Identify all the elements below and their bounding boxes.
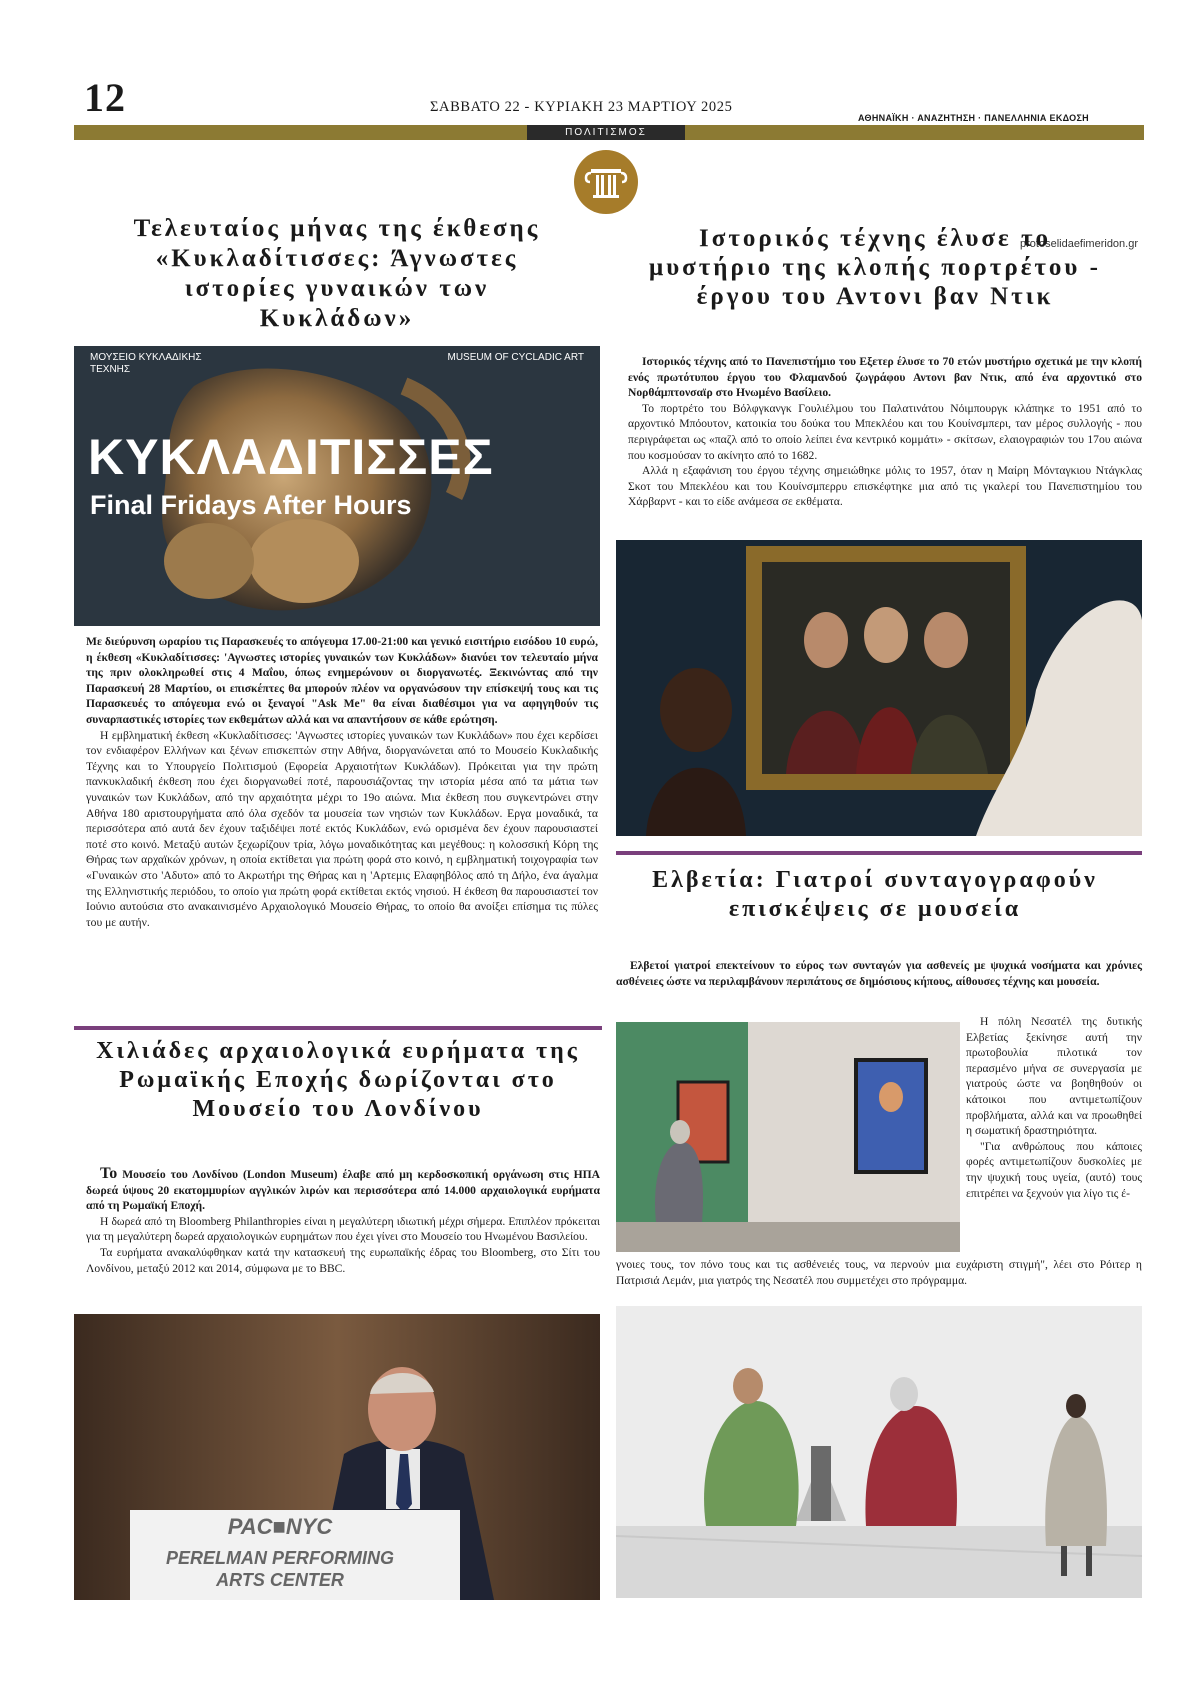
article2-title: Ιστορικός τέχνης έλυσε το μυστήριο της κλοπής πορτρέτου - έργου του Αντονι βαν Ντικ <box>649 225 1101 310</box>
article4-lead: Μουσείο του Λονδίνου (London Museum) έλαβε από μη κερδοσκοπική οργάνωση στις ΗΠΑ δωρεά ύψους 20 εκατομμυρίων αγγλικών λιρών και περισσότερα από 14.000 αρχαιολογικά ευρήματα από τη Ρωμαϊκή Εποχή. <box>86 1168 600 1213</box>
article3-p2b: γνοιες τους, τον πόνο τους και τις ασθένειές τους, να περνούν μια ευχάριστη στιγμή", λέει στο Ρόιτερ η Πατρισιά Λεμάν, μια γιατρός της Νεσατέλ που συμμετέχει στο πρόγραμμα. <box>616 1258 1142 1287</box>
museum-visitor-photo <box>616 1022 960 1252</box>
poster-title: ΚΥΚΛΑΔΙΤΙΣΣΕΣ <box>88 429 494 485</box>
article1-divider <box>74 1026 602 1030</box>
page-number: 12 <box>84 75 126 120</box>
article3-title: Ελβετία: Γιατροί συνταγογραφούν επισκέψεις σε μουσεία <box>652 867 1098 922</box>
column-pillar-icon <box>574 150 638 214</box>
article2-divider <box>616 851 1142 855</box>
article2-lead: Ιστορικός τέχνης από το Πανεπιστήμιο του Εξετερ έλυσε το 70 ετών μυστήριο σχετικά με την κλοπή ενός πρωτότυπου έργου του Φλαμανδού ζωγράφου Αντονι βαν Ντικ, από ένα αρχοντικό στο Νορθάμπτονσαϊρ στο Ηνωμένο Βασίλειο. <box>628 355 1142 400</box>
watermark: protoselidaefimeridon.gr <box>1020 238 1139 250</box>
article3-continued <box>616 1257 1142 1288</box>
section-label: ΠΟΛΙΤΙΣΜΟΣ <box>527 125 685 140</box>
van-dyck-painting-photo <box>616 540 1142 836</box>
article3-lead: Ελβετοί γιατροί επεκτείνουν το εύρος των συνταγών για ασθενείς με ψυχικά νοσήματα και χρόνιες ασθένειες ώστε να περιλαμβάνουν περιπάτους σε δημόσιους κήπους, αίθουσες τέχνης και μουσεία. <box>616 959 1142 988</box>
podium-line3: ARTS CENTER <box>216 1570 344 1590</box>
article1-body: Η εμβληματική έκθεση «Κυκλαδίτισσες: 'Αγνωστες ιστορίες γυναικών των Κυκλάδων» που έχει κερδίσει τον ενδιαφέρον Ελλήνων και ξένων επισκεπτών στην Αθήνα, διοργανώνεται από το Μουσείο Κυκλαδικής Τέχνης και το Υπουργείο Πολιτισμού (Εφορεία Αρχαιοτήτων Κυκλάδων). Πρόκειται για την πρώτη πανκυκλαδική έκθεση που έχει διοργανωθεί ποτέ, παρουσιάζοντας την ιστορία μέσα από τα μάτια των γυναικών των Κυκλάδων, από την αρχαιότητα μέχρι το 19ο αιώνα. Μια έκθεση που συγκεντρώνει στην Αθήνα 180 αριστουργήματα από όλα σχεδόν τα μουσεία των νησιών των Κυκλάδων. Εργα μοναδικά, τα περισσότερα από αυτά δεν έχουν ταξιδέψει ποτέ εκτός Κυκλάδων, ενώ ορισμένα δεν έχουν παρουσιαστεί ποτέ στο κοινό. Μεταξύ αυτών ξεχωρίζουν τρία, λόγω μοναδικότητας και μεγέθους: η κολοσσική Κόρη της Θήρας των αρχαϊκών χρόνων, η οποία εκτίθεται για πρώτη φορά στο κοινό, η εμβληματική τοιχογραφία των «Γυναικών στο 'Αδυτο» από το Ακρωτήρι της Θήρας και η 'Αρτεμις Ελαφηβόλος από τη Δήλο, ένα άγαλμα της Ελληνιστικής περιόδου, το οποίο για πρώτη φορά εκτίθεται εκτός νησιού. Η έκθεση θα παρουσιαστεί τον Ιούνιο αυτούσια στο ανακαινισμένο Αρχαιολογικό Μουσείο Θήρας, το οποίο θα ανοίξει επίσημα τις πύλες του με αυτήν. <box>86 728 598 929</box>
poster-subtitle: Final Fridays After Hours <box>90 490 412 520</box>
article4-text <box>86 1166 600 1276</box>
article3-p1: Η πόλη Νεσατέλ της δυτικής Ελβετίας ξεκίνησε αυτή την πρωτοβουλία πιλοτικά τον περασμένο μήνα σε συνεργασία με γιατρούς ώστε να βοηθηθούν οι κάτοικοι που αντιμετωπίζουν προβλήματα, αλλά και να προωθηθεί η σωματική δραστηριότητα. <box>966 1015 1142 1138</box>
poster-museum-gr: ΜΟΥΣΕΙΟ ΚΥΚΛΑΔΙΚΗΣ ΤΕΧΝΗΣ <box>90 352 202 375</box>
article3-lead-block <box>616 958 1142 989</box>
issue-date: ΣΑΒΒΑΤΟ 22 - ΚΥΡΙΑΚΗ 23 ΜΑΡΤΙΟΥ 2025 <box>430 99 733 115</box>
article2-p2: Αλλά η εξαφάνιση του έργου τέχνης σημειώθηκε μόλις το 1957, όταν η Μαίρη Μόνταγκιου Ντάγκλας Σκοτ του Μπεκλέου και του Κουίνσμπερρυ επισκέφτηκε μια από τις γκαλερί του Πανεπιστημίου του Χάρβαρντ - και το είδε ανάμεσα σε εκθέματα. <box>628 464 1142 509</box>
bloomberg-photo <box>74 1314 600 1600</box>
article1-title: Τελευταίος μήνας της έκθεσης «Κυκλαδίτισσες: Άγνωστες ιστορίες γυναικών των Κυκλάδων» <box>133 215 541 332</box>
article4-initial: Το <box>100 1165 118 1182</box>
masthead: ΑΘΗΝΑΪΚΗ · ΑΝΑΖΗΤΗΣΗ · ΠΑΝΕΛΛΗΝΙΑ ΕΚΔΟΣΗ <box>858 113 1089 123</box>
article3-p2a: "Για ανθρώπους που κάποιες φορές αντιμετωπίζουν δυσκολίες με την ψυχική τους υγεία, (αυτό) τους επιτρέπει να ξεχνούν για λίγο τις έ- <box>966 1139 1142 1200</box>
article4-p2: Τα ευρήματα ανακαλύφθηκαν κατά την κατασκευή της ευρωπαϊκής έδρας του Bloomberg, στο Σίτι του Λονδίνου, μεταξύ 2012 και 2014, σύμφωνα με το BBC. <box>86 1245 600 1275</box>
article3-side-text <box>966 1014 1142 1201</box>
article1-lead: Με διεύρυνση ωραρίου τις Παρασκευές το απόγευμα 17.00-21:00 και γενικό εισιτήριο εισόδου 10 ευρώ, η έκθεση «Κυκλαδίτισσες: 'Αγνωστες ιστορίες γυναικών των Κυκλάδων» διανύει τον τελευταίο μήνα της πριν ολοκληρωθεί στις 4 Μαΐου, όπως ενημερώνουν οι διοργανωτές. Ξεκινώντας από την Παρασκευή 28 Μαρτίου, οι επισκέπτες θα μπορούν πλέον να οργανώσουν την επίσκεψή τους και τις Παρασκευές το απόγευμα ενώ οι ξεναγοί "Ask Me" θα είναι διαθέσιμοι για να αφηγηθούν τις συναρπαστικές ιστορίες των εκθεμάτων αλλά και να απαντήσουν σε κάθε ερώτηση. <box>86 635 598 726</box>
podium-line2: PERELMAN PERFORMING <box>165 1548 394 1568</box>
poster-museum-en: MUSEUM OF CYCLADIC ART <box>447 352 584 363</box>
article4-title: Χιλιάδες αρχαιολογικά ευρήματα της Ρωμαϊκής Εποχής δωρίζονται στο Μουσείο του Λονδίνου <box>96 1038 580 1122</box>
cycladic-poster-image <box>74 346 600 626</box>
podium-logo: PAC■NYC <box>227 1514 333 1539</box>
article4-p1: Η δωρεά από τη Bloomberg Philanthropies είναι η μεγαλύτερη ιδιωτική μέχρι σήμερα. Επιπλέον πρόκειται για τη μεγαλύτερη δωρεά αρχαιολογικών ευρημάτων που έχει γίνει στο Μουσείο του Ηνωμένου Βασιλείου. <box>86 1214 600 1244</box>
article1-text <box>86 634 598 930</box>
article2-text <box>628 354 1142 510</box>
article2-p1: Το πορτρέτο του Βόλφγκανγκ Γουλιέλμου του Παλατινάτου Νόιμπουργκ κλάπηκε το 1951 από το αρχοντικό Μπόουτον, κατοικία του δούκα του Μπεκλέου και του Κουίνσμπερι, ταν μέρος συλλογής - που περιγράφεται ως «παζλ από το οποίο λείπει ένα κεντρικό κομμάτι» - σκίτσων, ελαιογραφιών του 17ου αιώνα που κοσμούσαν το ακίνητο από το 1682. <box>628 401 1142 462</box>
sculpture-gallery-photo <box>616 1306 1142 1598</box>
